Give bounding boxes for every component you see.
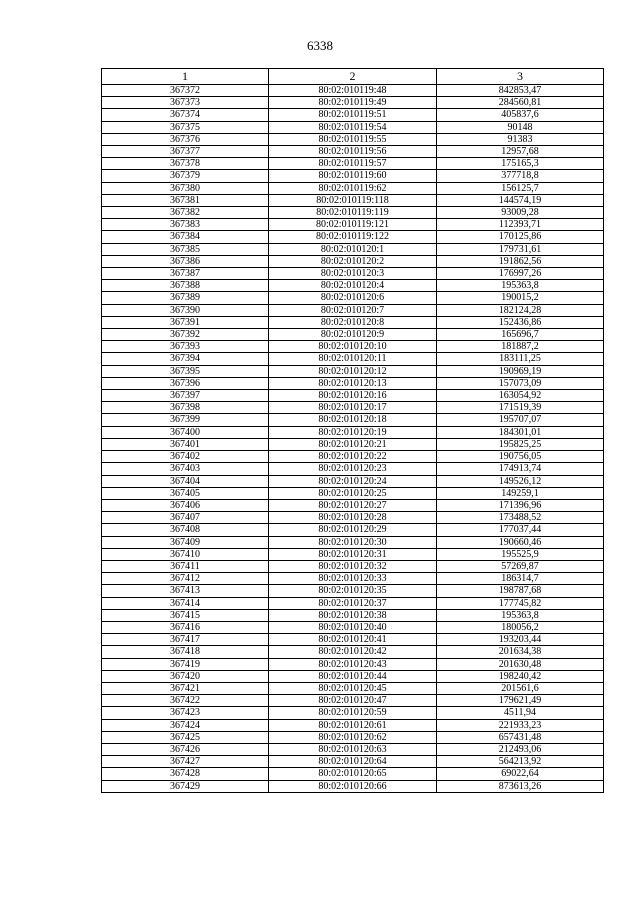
table-row (102, 390, 604, 402)
value-cell: 112393,71 (437, 219, 604, 231)
cadastral-number-cell: 80:02:010119:49 (269, 97, 437, 109)
cadastral-number-cell: 80:02:010120:19 (269, 426, 437, 438)
table-row (102, 304, 604, 316)
cadastral-number-cell: 80:02:010119:57 (269, 158, 437, 170)
row-number-cell: 367378 (102, 158, 269, 170)
row-number-cell: 367416 (102, 621, 269, 633)
table-row (102, 597, 604, 609)
row-number-cell: 367379 (102, 170, 269, 182)
cadastral-number-cell: 80:02:010120:41 (269, 634, 437, 646)
row-number-cell: 367396 (102, 377, 269, 389)
cadastral-number-cell: 80:02:010120:59 (269, 707, 437, 719)
row-number-cell: 367389 (102, 292, 269, 304)
cadastral-number-cell: 80:02:010120:44 (269, 670, 437, 682)
cadastral-number-cell: 80:02:010120:35 (269, 585, 437, 597)
value-cell: 177745,82 (437, 597, 604, 609)
value-cell: 405837,6 (437, 109, 604, 121)
table-row (102, 316, 604, 328)
row-number-cell: 367425 (102, 731, 269, 743)
table-row (102, 377, 604, 389)
cadastral-number-cell: 80:02:010120:29 (269, 524, 437, 536)
row-number-cell: 367385 (102, 243, 269, 255)
cadastral-number-cell: 80:02:010120:11 (269, 353, 437, 365)
table-row (102, 97, 604, 109)
row-number-cell: 367429 (102, 780, 269, 792)
table-row (102, 634, 604, 646)
table-row (102, 85, 604, 97)
cadastral-number-cell: 80:02:010120:42 (269, 646, 437, 658)
table-row (102, 207, 604, 219)
table-row (102, 475, 604, 487)
row-number-cell: 367380 (102, 182, 269, 194)
cadastral-number-cell: 80:02:010120:4 (269, 280, 437, 292)
row-number-cell: 367411 (102, 560, 269, 572)
row-number-cell: 367397 (102, 390, 269, 402)
row-number-cell: 367384 (102, 231, 269, 243)
cadastral-number-cell: 80:02:010120:66 (269, 780, 437, 792)
table-row (102, 780, 604, 792)
table-row (102, 231, 604, 243)
cadastral-number-cell: 80:02:010120:27 (269, 499, 437, 511)
data-table (101, 68, 604, 793)
cadastral-number-cell: 80:02:010120:30 (269, 536, 437, 548)
table-row (102, 292, 604, 304)
cadastral-number-cell: 80:02:010120:65 (269, 768, 437, 780)
table-row (102, 670, 604, 682)
table-row (102, 414, 604, 426)
table-row (102, 268, 604, 280)
value-cell: 12957,68 (437, 146, 604, 158)
column-header-2: 2 (269, 69, 437, 85)
cadastral-number-cell: 80:02:010120:16 (269, 390, 437, 402)
row-number-cell: 367393 (102, 341, 269, 353)
table-row (102, 512, 604, 524)
cadastral-number-cell: 80:02:010120:37 (269, 597, 437, 609)
value-cell: 90148 (437, 121, 604, 133)
value-cell: 171519,39 (437, 402, 604, 414)
value-cell: 284560,81 (437, 97, 604, 109)
table-row (102, 719, 604, 731)
row-number-cell: 367419 (102, 658, 269, 670)
cadastral-number-cell: 80:02:010120:32 (269, 560, 437, 572)
table-row (102, 121, 604, 133)
value-cell: 195825,25 (437, 438, 604, 450)
table-row (102, 499, 604, 511)
table-row (102, 707, 604, 719)
cadastral-number-cell: 80:02:010120:47 (269, 695, 437, 707)
table-row (102, 487, 604, 499)
row-number-cell: 367404 (102, 475, 269, 487)
table-row (102, 133, 604, 145)
cadastral-number-cell: 80:02:010119:51 (269, 109, 437, 121)
table-row (102, 109, 604, 121)
page-number: 6338 (307, 38, 333, 53)
table-row (102, 426, 604, 438)
table-row (102, 341, 604, 353)
row-number-cell: 367388 (102, 280, 269, 292)
value-cell: 190015,2 (437, 292, 604, 304)
row-number-cell: 367383 (102, 219, 269, 231)
cadastral-number-cell: 80:02:010119:118 (269, 194, 437, 206)
table-row (102, 219, 604, 231)
cadastral-number-cell: 80:02:010120:28 (269, 512, 437, 524)
cadastral-number-cell: 80:02:010120:25 (269, 487, 437, 499)
value-cell: 171396,96 (437, 499, 604, 511)
cadastral-number-cell: 80:02:010119:56 (269, 146, 437, 158)
value-cell: 221933,23 (437, 719, 604, 731)
value-cell: 157073,09 (437, 377, 604, 389)
cadastral-number-cell: 80:02:010120:18 (269, 414, 437, 426)
row-number-cell: 367372 (102, 85, 269, 97)
value-cell: 91383 (437, 133, 604, 145)
table-row (102, 158, 604, 170)
cadastral-number-cell: 80:02:010120:63 (269, 743, 437, 755)
table-body (102, 85, 604, 793)
value-cell: 201630,48 (437, 658, 604, 670)
table-header-row (102, 69, 604, 85)
value-cell: 176997,26 (437, 268, 604, 280)
table-row (102, 170, 604, 182)
cadastral-number-cell: 80:02:010119:48 (269, 85, 437, 97)
row-number-cell: 367408 (102, 524, 269, 536)
value-cell: 184301,01 (437, 426, 604, 438)
row-number-cell: 367422 (102, 695, 269, 707)
table-row (102, 768, 604, 780)
cadastral-number-cell: 80:02:010120:22 (269, 451, 437, 463)
row-number-cell: 367381 (102, 194, 269, 206)
table-row (102, 402, 604, 414)
cadastral-number-cell: 80:02:010120:64 (269, 756, 437, 768)
cadastral-number-cell: 80:02:010120:43 (269, 658, 437, 670)
table-row (102, 695, 604, 707)
cadastral-number-cell: 80:02:010120:38 (269, 609, 437, 621)
value-cell: 190969,19 (437, 365, 604, 377)
cadastral-number-cell: 80:02:010120:3 (269, 268, 437, 280)
value-cell: 173488,52 (437, 512, 604, 524)
cadastral-number-cell: 80:02:010120:23 (269, 463, 437, 475)
cadastral-number-cell: 80:02:010120:12 (269, 365, 437, 377)
table-row (102, 682, 604, 694)
column-header-1: 1 (102, 69, 269, 85)
cadastral-number-cell: 80:02:010120:10 (269, 341, 437, 353)
value-cell: 377718,8 (437, 170, 604, 182)
value-cell: 190756,05 (437, 451, 604, 463)
row-number-cell: 367402 (102, 451, 269, 463)
cadastral-number-cell: 80:02:010120:7 (269, 304, 437, 316)
table-row (102, 536, 604, 548)
table-row (102, 280, 604, 292)
column-header-3: 3 (437, 69, 604, 85)
table-row (102, 255, 604, 267)
value-cell: 183111,25 (437, 353, 604, 365)
row-number-cell: 367401 (102, 438, 269, 450)
table-row (102, 524, 604, 536)
table-row (102, 646, 604, 658)
row-number-cell: 367374 (102, 109, 269, 121)
row-number-cell: 367427 (102, 756, 269, 768)
cadastral-number-cell: 80:02:010119:122 (269, 231, 437, 243)
cadastral-number-cell: 80:02:010120:61 (269, 719, 437, 731)
value-cell: 191862,56 (437, 255, 604, 267)
table-row (102, 756, 604, 768)
row-number-cell: 367403 (102, 463, 269, 475)
value-cell: 4511,94 (437, 707, 604, 719)
table-row (102, 329, 604, 341)
row-number-cell: 367391 (102, 316, 269, 328)
table-row (102, 182, 604, 194)
table-row (102, 451, 604, 463)
value-cell: 177037,44 (437, 524, 604, 536)
cadastral-number-cell: 80:02:010120:21 (269, 438, 437, 450)
table-row (102, 438, 604, 450)
value-cell: 212493,06 (437, 743, 604, 755)
data-table-container (101, 68, 603, 793)
table-row (102, 146, 604, 158)
table-row (102, 621, 604, 633)
table-row (102, 573, 604, 585)
cadastral-number-cell: 80:02:010120:40 (269, 621, 437, 633)
value-cell: 195363,8 (437, 280, 604, 292)
cadastral-number-cell: 80:02:010120:1 (269, 243, 437, 255)
row-number-cell: 367390 (102, 304, 269, 316)
cadastral-number-cell: 80:02:010120:6 (269, 292, 437, 304)
value-cell: 93009,28 (437, 207, 604, 219)
row-number-cell: 367418 (102, 646, 269, 658)
cadastral-number-cell: 80:02:010119:54 (269, 121, 437, 133)
table-row (102, 609, 604, 621)
cadastral-number-cell: 80:02:010119:60 (269, 170, 437, 182)
row-number-cell: 367406 (102, 499, 269, 511)
row-number-cell: 367426 (102, 743, 269, 755)
row-number-cell: 367382 (102, 207, 269, 219)
row-number-cell: 367407 (102, 512, 269, 524)
row-number-cell: 367409 (102, 536, 269, 548)
value-cell: 163054,92 (437, 390, 604, 402)
row-number-cell: 367392 (102, 329, 269, 341)
row-number-cell: 367373 (102, 97, 269, 109)
value-cell: 873613,26 (437, 780, 604, 792)
table-row (102, 743, 604, 755)
cadastral-number-cell: 80:02:010120:13 (269, 377, 437, 389)
row-number-cell: 367421 (102, 682, 269, 694)
value-cell: 198240,42 (437, 670, 604, 682)
row-number-cell: 367415 (102, 609, 269, 621)
value-cell: 193203,44 (437, 634, 604, 646)
value-cell: 195525,9 (437, 548, 604, 560)
value-cell: 144574,19 (437, 194, 604, 206)
value-cell: 170125,86 (437, 231, 604, 243)
value-cell: 57269,87 (437, 560, 604, 572)
row-number-cell: 367412 (102, 573, 269, 585)
value-cell: 190660,46 (437, 536, 604, 548)
row-number-cell: 367424 (102, 719, 269, 731)
cadastral-number-cell: 80:02:010120:8 (269, 316, 437, 328)
cadastral-number-cell: 80:02:010120:17 (269, 402, 437, 414)
cadastral-number-cell: 80:02:010120:31 (269, 548, 437, 560)
row-number-cell: 367400 (102, 426, 269, 438)
row-number-cell: 367399 (102, 414, 269, 426)
value-cell: 181887,2 (437, 341, 604, 353)
value-cell: 201561,6 (437, 682, 604, 694)
value-cell: 180056,2 (437, 621, 604, 633)
cadastral-number-cell: 80:02:010120:24 (269, 475, 437, 487)
row-number-cell: 367414 (102, 597, 269, 609)
table-row (102, 353, 604, 365)
row-number-cell: 367420 (102, 670, 269, 682)
value-cell: 149526,12 (437, 475, 604, 487)
table-row (102, 560, 604, 572)
row-number-cell: 367417 (102, 634, 269, 646)
cadastral-number-cell: 80:02:010120:33 (269, 573, 437, 585)
row-number-cell: 367375 (102, 121, 269, 133)
value-cell: 175165,3 (437, 158, 604, 170)
value-cell: 149259,1 (437, 487, 604, 499)
value-cell: 198787,68 (437, 585, 604, 597)
table-row (102, 585, 604, 597)
table-row (102, 658, 604, 670)
table-row (102, 365, 604, 377)
value-cell: 195707,07 (437, 414, 604, 426)
row-number-cell: 367395 (102, 365, 269, 377)
value-cell: 165696,7 (437, 329, 604, 341)
table-row (102, 548, 604, 560)
table-row (102, 463, 604, 475)
cadastral-number-cell: 80:02:010120:45 (269, 682, 437, 694)
row-number-cell: 367377 (102, 146, 269, 158)
value-cell: 69022,64 (437, 768, 604, 780)
value-cell: 179621,49 (437, 695, 604, 707)
row-number-cell: 367386 (102, 255, 269, 267)
row-number-cell: 367413 (102, 585, 269, 597)
value-cell: 842853,47 (437, 85, 604, 97)
value-cell: 156125,7 (437, 182, 604, 194)
cadastral-number-cell: 80:02:010119:55 (269, 133, 437, 145)
value-cell: 201634,38 (437, 646, 604, 658)
cadastral-number-cell: 80:02:010120:2 (269, 255, 437, 267)
value-cell: 182124,28 (437, 304, 604, 316)
value-cell: 195363,8 (437, 609, 604, 621)
row-number-cell: 367398 (102, 402, 269, 414)
table-row (102, 731, 604, 743)
value-cell: 179731,61 (437, 243, 604, 255)
cadastral-number-cell: 80:02:010120:62 (269, 731, 437, 743)
value-cell: 564213,92 (437, 756, 604, 768)
cadastral-number-cell: 80:02:010119:121 (269, 219, 437, 231)
row-number-cell: 367394 (102, 353, 269, 365)
table-row (102, 243, 604, 255)
value-cell: 186314,7 (437, 573, 604, 585)
row-number-cell: 367405 (102, 487, 269, 499)
row-number-cell: 367376 (102, 133, 269, 145)
value-cell: 174913,74 (437, 463, 604, 475)
table-row (102, 194, 604, 206)
value-cell: 152436,86 (437, 316, 604, 328)
row-number-cell: 367387 (102, 268, 269, 280)
value-cell: 657431,48 (437, 731, 604, 743)
cadastral-number-cell: 80:02:010120:9 (269, 329, 437, 341)
cadastral-number-cell: 80:02:010119:62 (269, 182, 437, 194)
row-number-cell: 367410 (102, 548, 269, 560)
row-number-cell: 367428 (102, 768, 269, 780)
cadastral-number-cell: 80:02:010119:119 (269, 207, 437, 219)
row-number-cell: 367423 (102, 707, 269, 719)
